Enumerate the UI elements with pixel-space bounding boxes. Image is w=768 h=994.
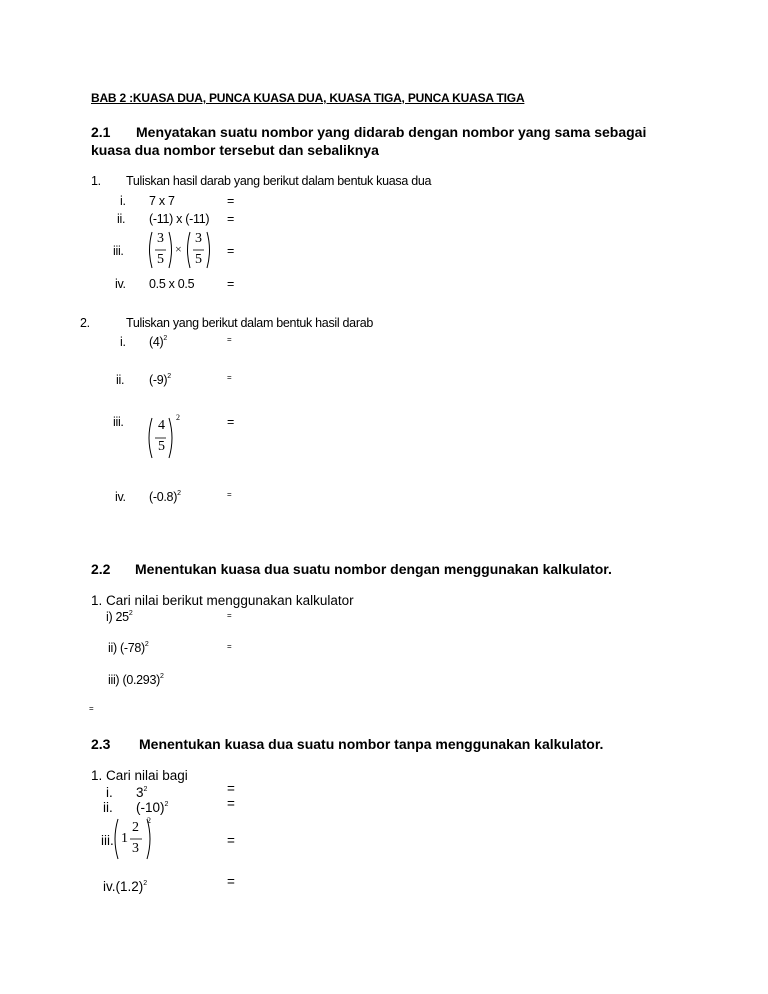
section-2-1-number: 2.1 bbox=[91, 124, 111, 140]
q22-item-exp: 2 bbox=[144, 641, 149, 648]
section-2-1-title-line1: Menyatakan suatu nombor yang didarab dengan nombor yang sama sebagai bbox=[136, 124, 647, 140]
q2-item-exp: 2 bbox=[163, 335, 167, 342]
section-2-2-title: Menentukan kuasa dua suatu nombor dengan menggunakan kalkulator. bbox=[135, 561, 612, 577]
q1-item-eq: = bbox=[227, 244, 234, 258]
stray-equals: = bbox=[89, 704, 94, 713]
q2-item-exp: 2 bbox=[167, 373, 171, 380]
q2-item-label: i. bbox=[120, 335, 126, 349]
fraction-numerator: 3 bbox=[157, 231, 164, 246]
mixed-fraction-whole: 1 bbox=[121, 831, 128, 846]
q2-item-eq: = bbox=[227, 373, 232, 382]
q2-item-base: (-9) bbox=[149, 373, 168, 387]
fraction-numerator: 2 bbox=[132, 820, 139, 835]
times-sign: × bbox=[175, 242, 182, 256]
q23-item-label: iv.(1.2) bbox=[103, 879, 144, 894]
q23-item-eq: = bbox=[227, 874, 235, 889]
q23-item-eq: = bbox=[227, 796, 235, 811]
fraction-exponent: 2 bbox=[176, 413, 180, 422]
q23-item-exp: 2 bbox=[164, 801, 169, 808]
q23-item-label: i. bbox=[106, 785, 113, 800]
fraction-numerator: 4 bbox=[158, 418, 165, 433]
q23-item-exp: 2 bbox=[143, 786, 148, 793]
q1-item-eq: = bbox=[227, 212, 234, 226]
q23-item-label: ii. bbox=[103, 800, 113, 815]
q2-item-eq: = bbox=[227, 335, 232, 344]
q22-item-exp: 2 bbox=[128, 610, 133, 617]
q23-instruction: 1. Cari nilai bagi bbox=[91, 768, 188, 783]
q23-item-exp: 2 bbox=[143, 880, 148, 887]
q2-instruction: Tuliskan yang berikut dalam bentuk hasil darab bbox=[126, 316, 373, 330]
fraction-denominator: 3 bbox=[132, 841, 139, 856]
q1-item-eq: = bbox=[227, 277, 234, 291]
q1-item-label: iv. bbox=[115, 277, 126, 291]
q2-number: 2. bbox=[80, 316, 90, 330]
q2-item-label: iii. bbox=[113, 415, 124, 429]
section-2-3-title: Menentukan kuasa dua suatu nombor tanpa menggunakan kalkulator. bbox=[139, 736, 604, 752]
fraction-denominator: 5 bbox=[157, 252, 164, 267]
q1-item-eq: = bbox=[227, 194, 234, 208]
q22-item-label: iii) (0.293) bbox=[108, 673, 160, 687]
q23-item-base: (-10) bbox=[136, 800, 165, 815]
fraction-denominator: 5 bbox=[195, 252, 202, 267]
q22-item-eq: = bbox=[227, 642, 232, 651]
chapter-title: BAB 2 :KUASA DUA, PUNCA KUASA DUA, KUASA TIGA, PUNCA KUASA TIGA bbox=[91, 91, 525, 105]
q22-instruction: 1. Cari nilai berikut menggunakan kalkulator bbox=[91, 593, 354, 608]
fraction-numerator: 3 bbox=[195, 231, 202, 246]
section-2-1-title-line2: kuasa dua nombor tersebut dan sebaliknya bbox=[91, 142, 379, 158]
q1-item-expr: (-11) x (-11) bbox=[149, 212, 210, 226]
q23-item-eq: = bbox=[227, 833, 235, 848]
section-2-3-number: 2.3 bbox=[91, 736, 111, 752]
q2-item-base: (-0.8) bbox=[149, 490, 178, 504]
q1-item-label: iii. bbox=[113, 244, 124, 258]
q23-item-label: iii. bbox=[101, 833, 114, 848]
q1-item-expr: 0.5 x 0.5 bbox=[149, 277, 195, 291]
q1-instruction: Tuliskan hasil darab yang berikut dalam bentuk kuasa dua bbox=[126, 174, 432, 188]
q23-item-eq: = bbox=[227, 781, 235, 796]
section-2-2-number: 2.2 bbox=[91, 561, 111, 577]
q22-item-eq: = bbox=[227, 611, 232, 620]
fraction-denominator: 5 bbox=[158, 439, 165, 454]
q1-item-label: i. bbox=[120, 194, 126, 208]
q23-item-base: 3 bbox=[136, 785, 144, 800]
q2-item-eq: = bbox=[227, 490, 232, 499]
q1-item-label: ii. bbox=[117, 212, 126, 226]
q2-item-base: (4) bbox=[149, 335, 164, 349]
q2-item-label: ii. bbox=[116, 373, 125, 387]
q22-item-label: i) 25 bbox=[106, 610, 129, 624]
q1-item-expr: 7 x 7 bbox=[149, 194, 175, 208]
q2-item-eq: = bbox=[227, 415, 234, 429]
q1-number: 1. bbox=[91, 174, 101, 188]
q22-item-label: ii) (-78) bbox=[108, 641, 145, 655]
q22-item-exp: 2 bbox=[159, 673, 164, 680]
q2-item-exp: 2 bbox=[177, 490, 181, 497]
q2-item-label: iv. bbox=[115, 490, 126, 504]
fraction-exponent: 2 bbox=[147, 816, 151, 825]
